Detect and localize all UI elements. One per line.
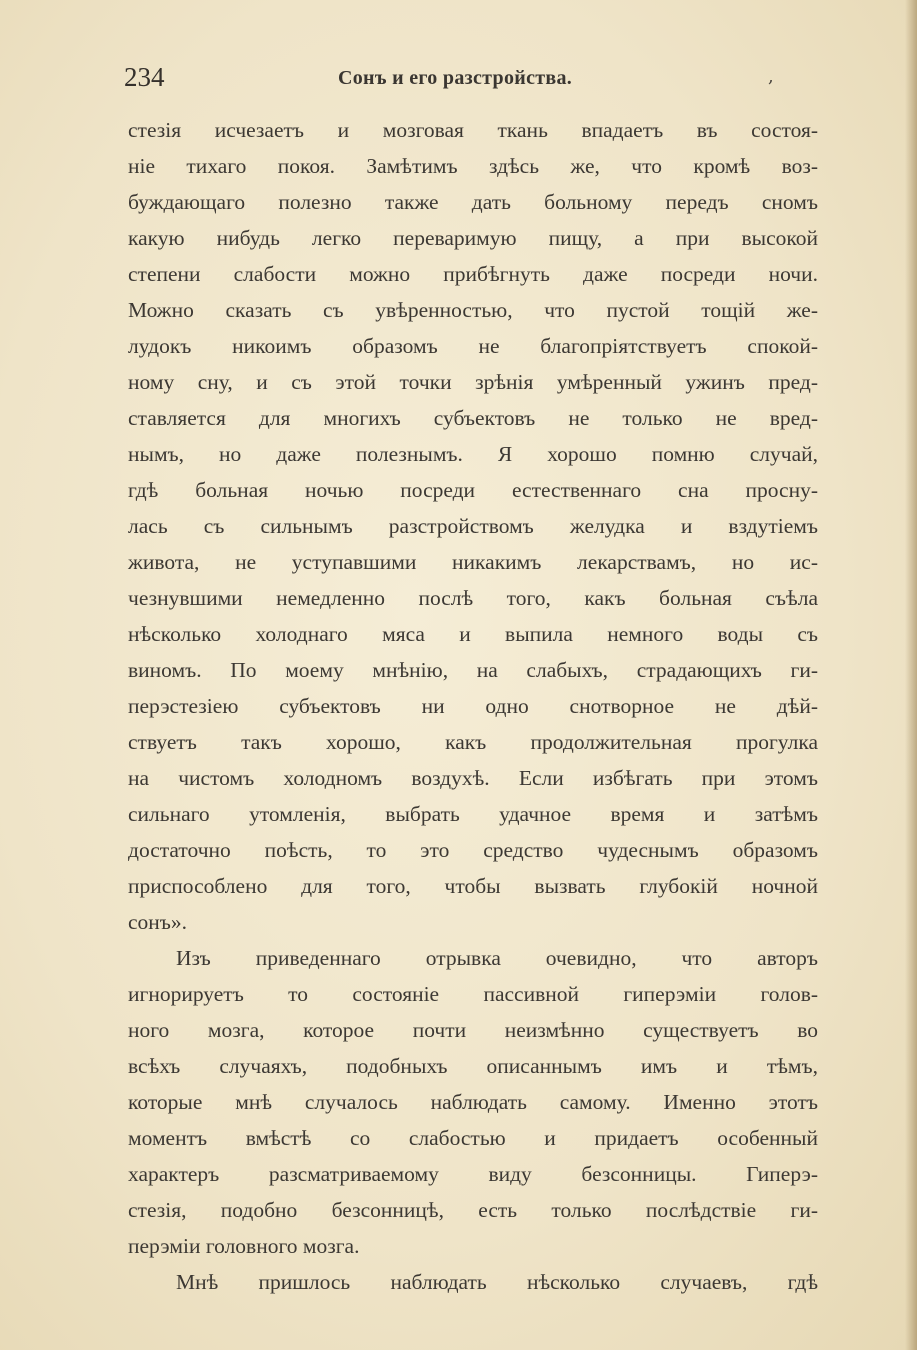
text-line-paragraph-start: Изъ приведеннаго отрывка очевидно, что авторъ (176, 946, 818, 970)
body-text (128, 112, 818, 1300)
text-line: моментъ вмѣстѣ со слабостью и придаетъ особенный (128, 1126, 818, 1150)
text-line: живота, не уступавшими никакимъ лекарствамъ, но ис- (128, 550, 818, 574)
text-line: Можно сказать съ увѣренностью, что пустой тощій же- (128, 298, 818, 322)
text-line: какую нибудь легко переваримую пищу, а при высокой (128, 226, 818, 250)
page-number: 234 (124, 62, 165, 92)
text-line: перэстезіею субъектовъ ни одно снотворное не дѣй- (128, 694, 818, 718)
text-line: чезнувшими немедленно послѣ того, какъ больная съѣла (128, 586, 818, 610)
text-line: гдѣ больная ночью посреди естественнаго сна просну- (128, 478, 818, 502)
text-line-paragraph-end: перэміи головного мозга. (128, 1234, 360, 1258)
text-line: ставляется для многихъ субъектовъ не только не вред- (128, 406, 818, 430)
text-line: достаточно поѣсть, то это средство чудеснымъ образомъ (128, 838, 818, 862)
text-line-paragraph-start: Мнѣ пришлось наблюдать нѣсколько случаевъ, гдѣ (176, 1270, 818, 1294)
text-line: сильнаго утомленія, выбрать удачное время и затѣмъ (128, 802, 818, 826)
text-line: степени слабости можно прибѣгнуть даже посреди ночи. (128, 262, 818, 286)
text-line: буждающаго полезно также дать больному передъ сномъ (128, 190, 818, 214)
text-line: стезія исчезаетъ и мозговая ткань впадаетъ въ состоя- (128, 118, 818, 142)
page-header (124, 62, 784, 98)
text-line: приспособлено для того, чтобы вызвать глубокій ночной (128, 874, 818, 898)
text-line-paragraph-end: сонъ». (128, 910, 188, 934)
text-line: лась съ сильнымъ разстройствомъ желудка и вздутіемъ (128, 514, 818, 538)
text-line: виномъ. По моему мнѣнію, на слабыхъ, страдающихъ ги- (128, 658, 818, 682)
text-line: нымъ, но даже полезнымъ. Я хорошо помню случай, (128, 442, 818, 466)
text-line: лудокъ никоимъ образомъ не благопріятствуетъ спокой- (128, 334, 818, 358)
text-line: ного мозга, которое почти неизмѣнно существуетъ во (128, 1018, 818, 1042)
running-title: Сонъ и его разстройства. (338, 67, 573, 89)
text-line: ному сну, и съ этой точки зрѣнія умѣренный ужинъ пред- (128, 370, 818, 394)
text-line: которые мнѣ случалось наблюдать самому. Именно этотъ (128, 1090, 818, 1114)
text-line: нѣсколько холоднаго мяса и выпила немного воды съ (128, 622, 818, 646)
text-line: всѣхъ случаяхъ, подобныхъ описаннымъ имъ и тѣмъ, (128, 1054, 818, 1078)
text-line: характеръ разсматриваемому виду безсонницы. Гиперэ- (128, 1162, 818, 1186)
text-line: игнорируетъ то состояніе пассивной гиперэміи голов- (128, 982, 818, 1006)
text-line: на чистомъ холодномъ воздухѣ. Если избѣгать при этомъ (128, 766, 818, 790)
text-line: стезія, подобно безсонницѣ, есть только послѣдствіе ги- (128, 1198, 818, 1222)
header-mark: , (768, 66, 774, 87)
text-line: ствуетъ такъ хорошо, какъ продолжительная прогулка (128, 730, 818, 754)
text-line: ніе тихаго покоя. Замѣтимъ здѣсь же, что кромѣ воз- (128, 154, 818, 178)
page-edge-shadow (905, 0, 917, 1350)
